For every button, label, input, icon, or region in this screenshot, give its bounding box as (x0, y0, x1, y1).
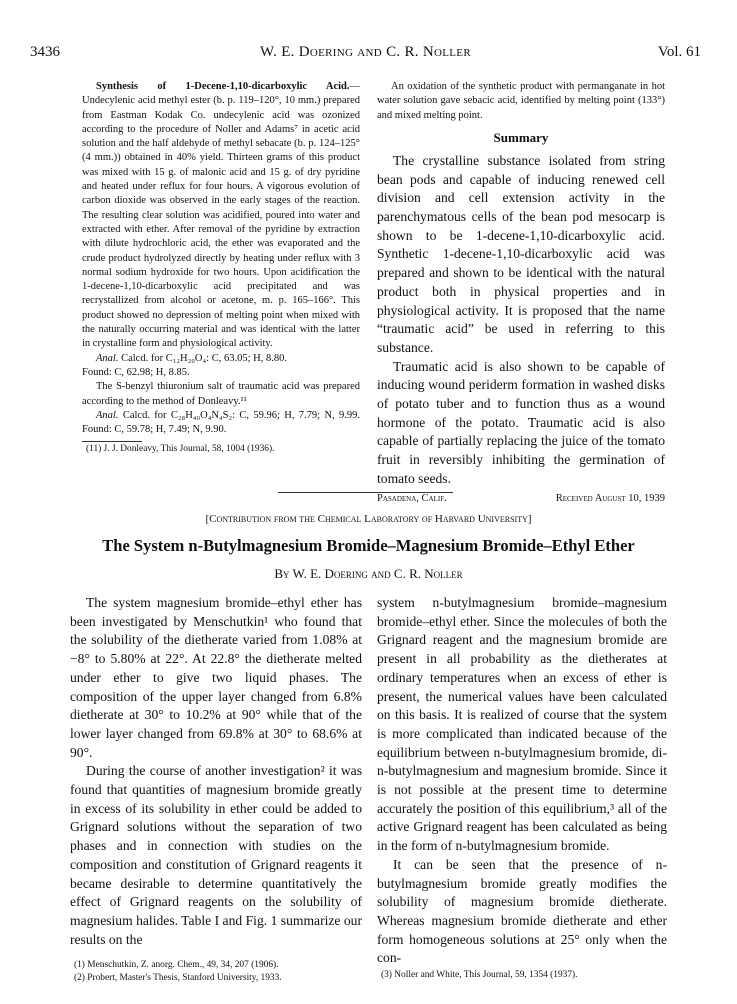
summary-heading: Summary (493, 129, 549, 145)
summary-paragraph-1: The crystalline substance isolated from string bean pods and capable of inducing renewed cell division and cell extension activity in the parenchymatous cells of the bean pod mesocarp is shown to be 1-decene-1,10-dicarboxylic acid. Synthetic 1-decene-1,10-dicarboxylic acid was prepared and shown to be identical with the natural product both in physical properties and in physiological activity. It is proposed that the name “traumatic acid” be used in referring to this substance. (377, 152, 665, 355)
article-title: The System n-Butylmagnesium Bromide–Magnesium Bromide–Ethyl Ether (102, 536, 635, 555)
byline-text: By W. E. Doering and C. R. Noller (274, 566, 463, 581)
anal2-text: Calcd. for C₂₈H₄₀O₄N₄S₂: C, 59.96; H, 7.79; N, 9.99. Found: C, 59.78; H, 7.49; N, 9.90. (82, 409, 361, 436)
summary-paragraph-2: Traumatic acid is also shown to be capable of inducing wound periderm formation in washed disks of potato tuber and to function thus as a wound hormone of the potato. Traumatic acid is also capable of partially replacing the juice of the tomato fruit in reversibly inhibiting the germination of tomato seeds. (377, 358, 665, 486)
article-left-paragraph-2: During the course of another investigation² it was found that quantities of magnesium bromide greatly in excess of its solubility in ether could be added to Grignard solutions without the separation of two phases and in connection with studies on the composition and constitution of Grignard reagents it became desirable to determine quantitatively the effect of Grignard reagents on the solubility of magnesium halides. Table I and Fig. 1 summarize our results on the (70, 763, 362, 947)
running-header (30, 44, 701, 64)
article-right-column (377, 594, 667, 982)
article-right-paragraph-1: system n-butylmagnesium bromide–magnesium bromide–ethyl ether. Since the molecules of both the Grignard reagent and the magnesium bromide are present in all probability as the dietherates at ordinary temperatures when an excess of ether is present, the numerical values have been calculated on this basis. It is realized of course that the system is more complicated than indicated because of the equilibrium between n-butylmagnesium bromide, di-n-butylmagnesium and magnesium bromide. Since it is not possible at the present time to determine accurately the position of this equilibrium,³ all of the active Grignard reagent has been calculated as being in the form of n-butylmagnesium bromide. (377, 595, 667, 854)
footnote-rule (82, 441, 142, 442)
anal1-text: Calcd. for C₁₂H₂₀O₄: C, 63.05; H, 8.80. (121, 352, 287, 364)
running-title: W. E. Doering and C. R. Noller (260, 44, 471, 60)
anal1-line2: Found: C, 62.98; H, 8.85. (82, 366, 190, 378)
article-left-footnotes (70, 959, 362, 985)
signature-line (377, 493, 665, 509)
contribution-text: [Contribution from the Chemical Laboratory of Harvard University] (205, 513, 532, 525)
byline (30, 566, 707, 582)
synthesis-heading: Synthesis of 1-Decene-1,10-dicarboxylic Acid. (96, 81, 350, 92)
left-column-top (82, 80, 360, 456)
footnote-1: (1) Menschutkin, Z. anorg. Chem., 49, 34, 207 (1906). (74, 960, 279, 971)
anal1-label: Anal. (96, 352, 119, 364)
anal2-paragraph (82, 409, 360, 438)
synthesis-body: —Undecylenic acid methyl ester (b. p. 119–120°, 10 mm.) prepared from Eastman Kodak Co. undecylenic acid was ozonized according to the procedure of Noller and Adams⁷ in acetic acid solution and the half aldehyde of methyl sebacate (b. p. 124–125° (4 mm.)) obtained in 40% yield. Thirteen grams of this product was mixed with 15 g. of malonic acid and 15 g. of dry pyridine and heated under reflux for four hours. A vigorous evolution of carbon dioxide was observed in the early stages of the reaction. The resulting clear solution was acidified, poured into water and extracted with ether. After removal of the pyridine by extraction with dilute hydrochloric acid, the ether was evaporated and the crude product hydrolyzed directly by heating under reflux with 3 normal sodium hydroxide for two hours. Upon acidification the 1-decene-1,10-dicarboxylic acid precipitated and was recrystallized from alcohol or acetone, m. p. 165–166°. This product showed no depression of melting point when mixed with the naturally occurring material and was identical with the latter in crystalline form and physiological activity. (82, 81, 360, 350)
section-rule (278, 492, 453, 493)
article-left-column (70, 594, 362, 985)
article-left-paragraph-1: The system magnesium bromide–ethyl ether has been investigated by Menschutkin¹ who found that the solubility of the dietherate varied from 1.08% at −8° to 5.80% at 22°. At 22.8° the dietherate melted under ether to give two liquid phases. The composition of the upper layer changed from 6.8% dietherate at 30° to 10.2% at 90° while that of the lower layer changed from 69.8% at 30° to 68.6% at 90°. (70, 595, 362, 760)
page-number: 3436 (30, 44, 60, 60)
volume-label: Vol. 61 (657, 44, 701, 60)
place: Pasadena, Calif. (377, 492, 447, 504)
contribution-line (30, 513, 707, 525)
article-right-paragraph-2: It can be seen that the presence of n-butylmagnesium bromide greatly modifies the solubility of magnesium bromide dietherate. Whereas magnesium bromide dietherate and ether form homogeneous solutions at 25° only when the con- (377, 856, 667, 966)
anal2-label: Anal. (96, 409, 119, 421)
oxidation-paragraph: An oxidation of the synthetic product with permanganate in hot water solution gave sebacic acid, identified by melting point (133°) and mixed melting point. (377, 81, 665, 121)
sbenzyl-paragraph: The S-benzyl thiuronium salt of traumatic acid was prepared according to the method of Donleavy.¹¹ (82, 381, 360, 407)
footnote-2: (2) Probert, Master's Thesis, Stanford University, 1933. (74, 973, 282, 984)
anal1-line1 (82, 352, 360, 366)
received-date: Received August 10, 1939 (555, 492, 665, 504)
right-column-top (377, 80, 665, 509)
footnote-3: (3) Noller and White, This Journal, 59, 1354 (1937). (381, 970, 578, 981)
synthesis-paragraph (82, 80, 360, 352)
footnote-11: (11) J. J. Donleavy, This Journal, 58, 1004 (1936). (86, 444, 275, 455)
